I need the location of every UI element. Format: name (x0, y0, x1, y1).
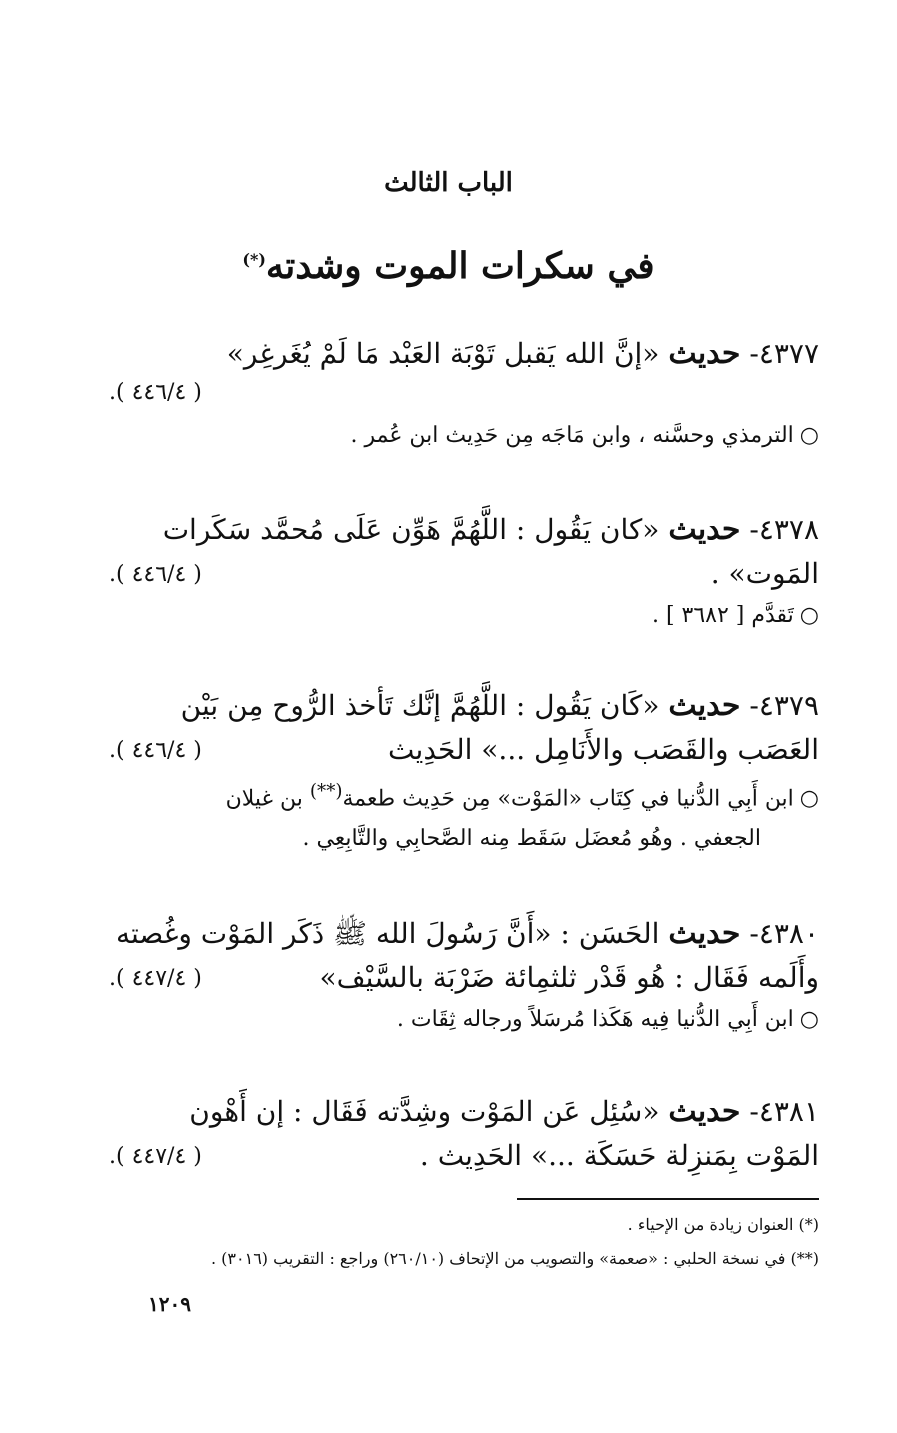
footnotes (79, 1208, 819, 1276)
hadith-reference: .( ٤٤٦/٤ ) (109, 380, 202, 405)
hadith-number: ٤٣٧٧- (749, 337, 819, 370)
circle-bullet-icon: ○ (799, 423, 819, 448)
hadith-keyword: حديث (668, 916, 741, 951)
note-text: تَقدَّم [ ٣٦٨٢ ] . (651, 603, 794, 628)
footnote-mark: (**) (309, 781, 343, 802)
hadith-keyword: حديث (668, 336, 741, 371)
hadith-entry-4380 (109, 912, 819, 1040)
hadith-keyword: حديث (668, 688, 741, 723)
circle-bullet-icon: ○ (799, 786, 819, 812)
hadith-line (109, 956, 819, 1000)
hadith-text: «إنَّ الله يَقبل تَوْبَة العَبْد مَا لَمْ يُغَرغِر» (226, 337, 660, 370)
hadith-number: ٤٣٧٨- (749, 513, 819, 546)
chapter-title (0, 245, 897, 287)
hadith-text: وأَلَمه فَقَال : هُو قَدْر ثلثمِائة ضَرْبَة بالسَّيْف» (319, 961, 819, 994)
hadith-reference: .( ٤٤٧/٤ ) (109, 966, 202, 991)
note-text: ابن أَبِي الدُّنيا فِيه هَكَذا مُرسَلاً ورجاله ثِقَات . (396, 1007, 794, 1032)
hadith-entry-4381 (109, 1090, 819, 1178)
hadith-entry-4379 (109, 684, 819, 859)
hadith-line (109, 332, 819, 376)
hadith-entry-4378 (109, 508, 819, 636)
hadith-text: «كَان يَقُول : اللَّهُمَّ إنَّك تَأخذ الرُّوح مِن بَيْن (180, 689, 660, 722)
hadith-reference: .( ٤٤٦/٤ ) (109, 562, 202, 587)
chapter-title-text: في سكرات الموت وشدته (265, 245, 655, 287)
footnote-1: (*) العنوان زيادة من الإحياء . (627, 1215, 819, 1234)
hadith-note (109, 416, 819, 456)
hadith-text: «سُئِل عَن المَوْت وشِدَّته فَقَال : إن أَهْون (189, 1095, 660, 1128)
circle-bullet-icon: ○ (799, 603, 819, 628)
hadith-line (109, 912, 819, 956)
note-text: ابن أَبِي الدُّنيا في كِتَاب «المَوْت» مِن حَدِيث طعمة (342, 786, 794, 812)
hadith-note (109, 772, 819, 819)
hadith-line (109, 728, 819, 772)
note-text-continued: بن غيلان (225, 786, 310, 812)
hadith-keyword: حديث (668, 512, 741, 547)
hadith-number: ٤٣٧٩- (749, 689, 819, 722)
hadith-line (109, 1090, 819, 1134)
hadith-number: ٤٣٨٠- (749, 917, 819, 950)
hadith-text: العَصَب والقَصَب والأَنَامِل ...» الحَدِيث (388, 733, 819, 766)
hadith-reference: .( ٤٤٧/٤ ) (109, 1144, 202, 1169)
hadith-note (109, 1000, 819, 1040)
hadith-text: الحَسَن : «أَنَّ رَسُولَ الله ﷺ ذَكَر المَوْت وغُصته (115, 917, 660, 950)
circle-bullet-icon: ○ (799, 1007, 819, 1032)
hadith-note-line-2: الجعفي . وهُو مُعضَل سَقَط مِنه الصَّحابِي والتَّابِعِي . (302, 826, 761, 852)
note-text: الترمذي وحسَّنه ، وابن مَاجَه مِن حَدِيث ابن عُمر . (350, 423, 794, 448)
section-label: الباب الثالث (384, 168, 513, 198)
hadith-reference: .( ٤٤٦/٤ ) (109, 738, 202, 763)
hadith-entry-4377 (109, 332, 819, 456)
hadith-line (109, 684, 819, 728)
hadith-text: المَوت» . (710, 557, 819, 590)
footnote-2: (**) في نسخة الحلبي : «صعمة» والتصويب من الإتحاف (٢٦٠/١٠) وراجع : التقريب (٣٠١٦) . (211, 1249, 819, 1268)
hadith-number: ٤٣٨١- (749, 1095, 819, 1128)
hadith-keyword: حديث (668, 1094, 741, 1129)
hadith-line (109, 1134, 819, 1178)
hadith-text: المَوْت بِمَنزِلة حَسَكَة ...» الحَدِيث . (419, 1139, 819, 1172)
chapter-footnote-mark: (*) (242, 250, 266, 269)
hadith-note (109, 596, 819, 636)
hadith-line (109, 508, 819, 552)
hadith-line (109, 552, 819, 596)
page-number: ١٢٠٩ (148, 1292, 191, 1316)
footnote-divider (517, 1198, 819, 1200)
hadith-text: «كان يَقُول : اللَّهُمَّ هَوِّن عَلَى مُحمَّد سَكَرات (162, 513, 660, 546)
